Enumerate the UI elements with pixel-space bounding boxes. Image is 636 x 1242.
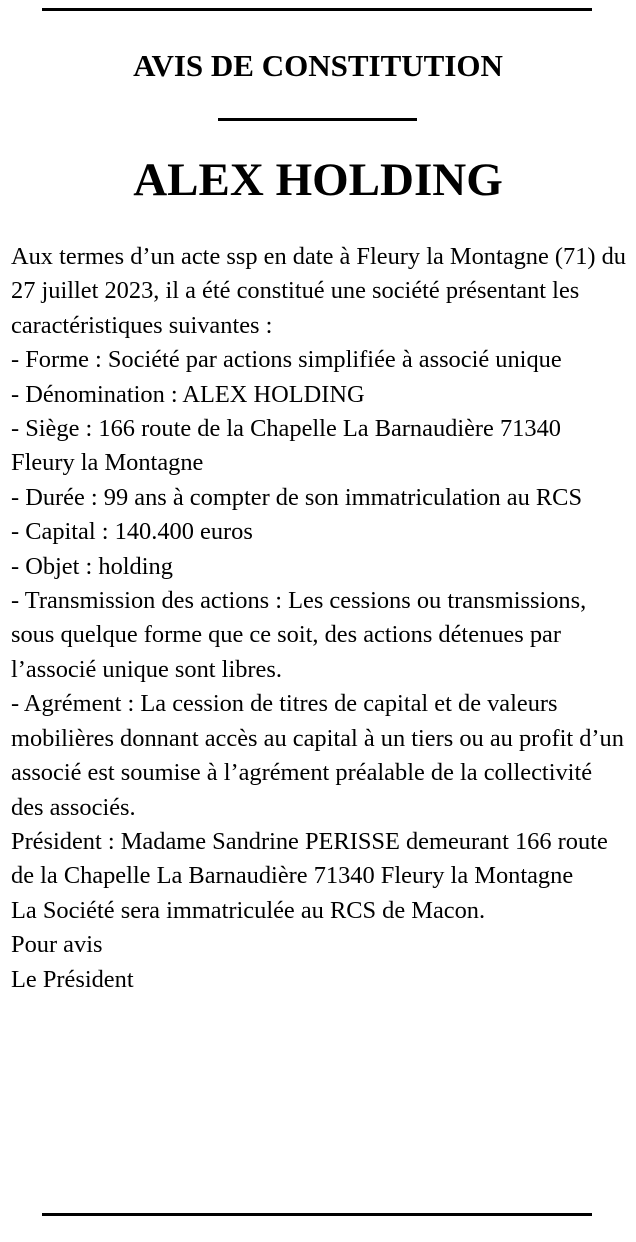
notice-body (11, 240, 626, 997)
president-paragraph: Président : Madame Sandrine PERISSE demeurant 166 route de la Chapelle La Barnaudière 71340 Fleury la Montagne (11, 827, 608, 890)
item-objet: - Objet : holding (11, 552, 173, 580)
top-divider (42, 8, 592, 11)
registration-line: La Société sera immatriculée au RCS de Macon. (11, 896, 486, 924)
heading-divider (218, 118, 417, 121)
item-siege: - Siège : 166 route de la Chapelle La Barnaudière 71340 Fleury la Montagne (11, 415, 561, 477)
item-agrement: - Agrément : La cession de titres de capital et de valeurs mobilières donnant accès au capital à un tiers ou au profit d’un associé est soumise à l’agrément préalable de la collectivité des associés. (11, 690, 624, 821)
signature-line: Le Président (11, 965, 134, 993)
company-name-heading: ALEX HOLDING (133, 154, 503, 206)
intro-paragraph: Aux termes d’un acte ssp en date à Fleury la Montagne (71) du 27 juillet 2023, il a été constitué une société présentant les caractéristiques suivantes : (11, 243, 627, 339)
item-denomination: - Dénomination : ALEX HOLDING (11, 380, 365, 408)
closing-line: Pour avis (11, 931, 103, 959)
item-duree: - Durée : 99 ans à compter de son immatriculation au RCS (11, 483, 583, 511)
item-transmission: - Transmission des actions : Les cessions ou transmissions, sous quelque forme que ce soit, des actions détenues par l’associé unique sont libres. (11, 587, 587, 683)
notice-type-heading: AVIS DE CONSTITUTION (133, 48, 503, 83)
item-forme: - Forme : Société par actions simplifiée à associé unique (11, 346, 562, 374)
item-capital: - Capital : 140.400 euros (11, 518, 253, 546)
bottom-divider (42, 1213, 592, 1216)
